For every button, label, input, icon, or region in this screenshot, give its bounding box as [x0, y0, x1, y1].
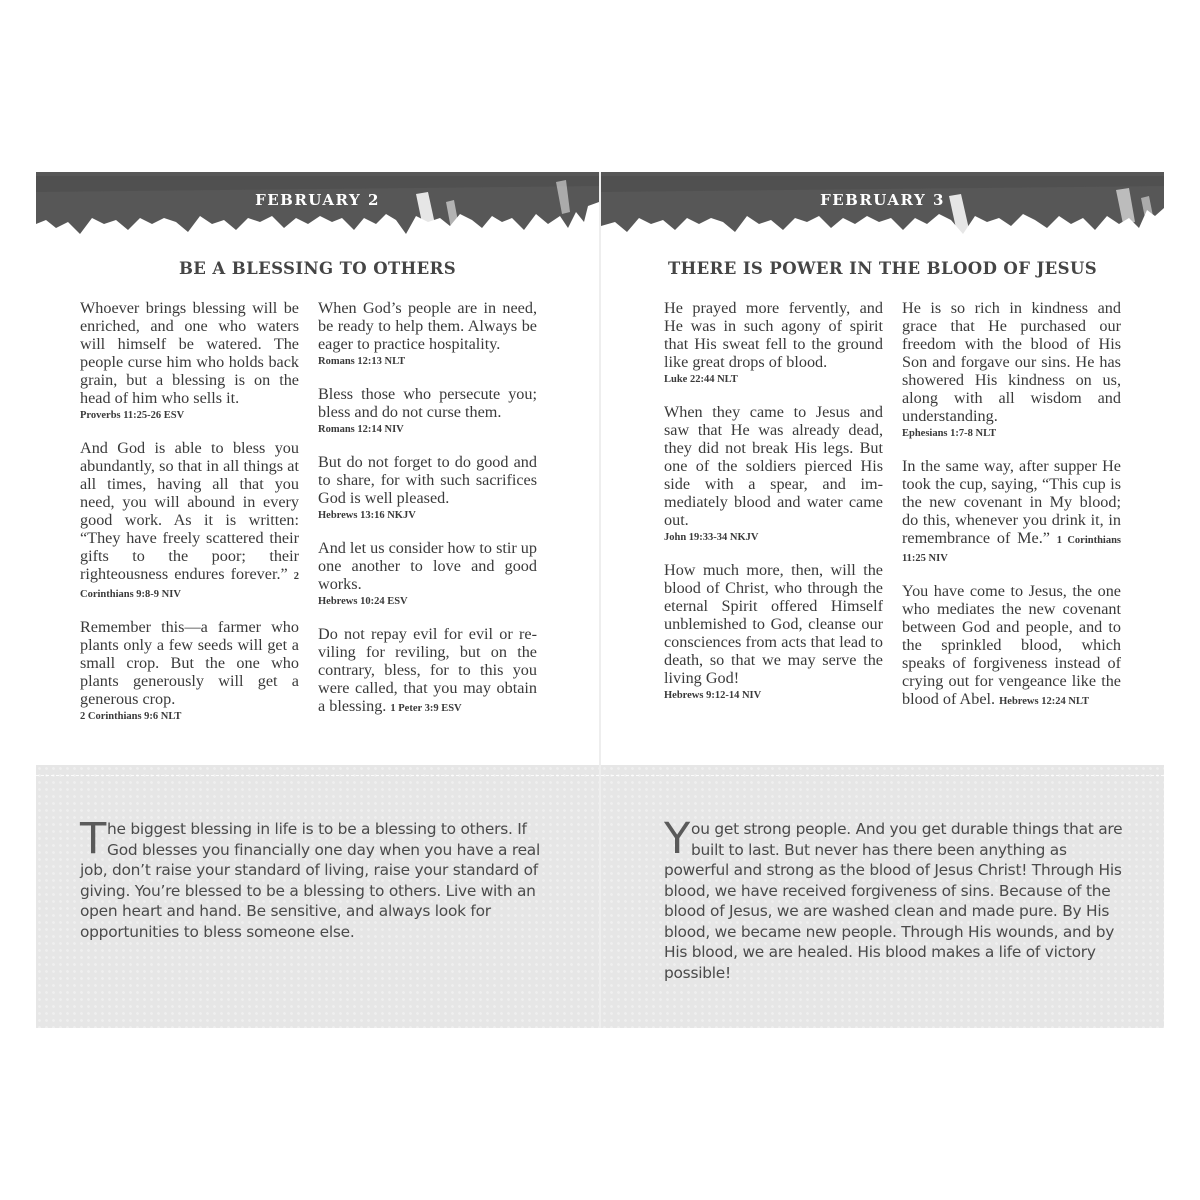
verse-text: Remember this—a farmer who plants only a few seeds will get a small crop. But the one who plants generously will get a generous crop.: [80, 618, 299, 708]
date-banner: [601, 172, 1164, 244]
verse-column-2: [902, 299, 1121, 725]
verse-entry: [318, 453, 537, 522]
stitch-divider: [601, 775, 1164, 776]
verse-column-2: [318, 299, 537, 732]
drop-cap: T: [80, 814, 107, 864]
verse-entry: [80, 299, 299, 422]
verse-entry: [318, 299, 537, 368]
verse-entry: [318, 625, 537, 715]
verse-reference: Luke 22:44 NLT: [664, 374, 738, 385]
verse-text: He is so rich in kindness and grace that He purchased our freedom with the blood of His Son and forgave our sins. He has showered His kindness on us, along with all wisdom and understanding.: [902, 299, 1121, 425]
devotional-text: ou get strong people. And you get durable things that are built to last. But never has there been anything as powerful and strong as the blood of Jesus Christ! Through His blood, we have received forgiveness of sins. Because of the blood of Jesus, we are washed clean and made pure. By His blood, we became new people. Through His wounds, and by His blood, we are healed. His blood makes a life of victory possible!: [664, 820, 1123, 982]
verse-reference: 2 Corinthians 9:8-9 NIV: [80, 571, 300, 600]
left-page: [36, 172, 599, 1028]
verse-reference: John 19:33-34 NKJV: [664, 532, 759, 543]
verse-entry: [80, 439, 299, 601]
verse-text: And let us consider how to stir up one another to love and good works.: [318, 539, 537, 593]
devotional-text-block: [664, 814, 1124, 983]
drop-cap: Y: [664, 814, 691, 864]
verse-entry: [318, 385, 537, 436]
book-spread: [36, 172, 1164, 1028]
verse-text: He prayed more fervently, and He was in such agony of spirit that His sweat fell to the ground like great drops of blood.: [664, 299, 883, 371]
page-title: THERE IS POWER IN THE BLOOD OF JESUS: [667, 259, 1098, 278]
page-title: BE A BLESSING TO OTHERS: [178, 259, 457, 278]
verse-reference: Romans 12:14 NIV: [318, 424, 404, 435]
verse-text: Do not repay evil for evil or reviling for reviling, but on the contrary, bless, for to this you were called, that you may obtain a blessing.: [318, 625, 537, 715]
verse-entry: [664, 299, 883, 386]
verse-entry: [664, 561, 883, 702]
verse-text: How much more, then, will the blood of Christ, who through the eternal Spirit offered Himself unblemished to God, cleanse our consciences from acts that lead to death, so that we may serve the living God!: [664, 561, 883, 687]
verse-column-1: [80, 299, 299, 740]
verse-entry: [80, 618, 299, 723]
verse-reference: Ephesians 1:7-8 NLT: [902, 428, 997, 439]
stitch-divider: [36, 775, 599, 776]
verse-reference: Hebrews 10:24 ESV: [318, 596, 408, 607]
verse-text: When God’s people are in need, be ready to help them. Always be eager to practice hospitality.: [318, 299, 537, 353]
verse-entry: [902, 457, 1121, 565]
verse-text: You have come to Jesus, the one who mediates the new covenant between God and people, and to the sprinkled blood, which speaks of forgiveness instead of crying out for vengeance like the blood of Abel.: [902, 582, 1121, 708]
devotional-text: he biggest blessing in life is to be a blessing to others. If God blesses you financially one day when you have a real job, don’t raise your standard of living, raise your standard of giving. You’re blessed to be a blessing to others. Live with an open heart and hand. Be sensitive, and always look for opportunities to bless someone else.: [80, 820, 540, 941]
devotional-panel: [601, 765, 1164, 1028]
verse-text: When they came to Jesus and saw that He was already dead, they did not break His legs. But one of the soldiers pierced His side with a spear, and immediately blood and water came out.: [664, 403, 883, 529]
verse-text: But do not forget to do good and to share, for with such sacrifices God is well pleased.: [318, 453, 537, 507]
verse-reference: Hebrews 9:12-14 NIV: [664, 690, 762, 701]
verse-entry: [902, 299, 1121, 440]
right-page: [601, 172, 1164, 1028]
verse-reference: 1 Corinthians 11:25 NIV: [902, 535, 1122, 564]
date-label: FEBRUARY 2: [255, 191, 380, 209]
verse-reference: Hebrews 12:24 NLT: [999, 696, 1089, 707]
date-banner: [36, 172, 599, 244]
verse-text: And God is able to bless you abundantly, so that in all things at all times, having all that you need, you will abound in every good work. As it is written: “They have freely scattered their gifts to the poor; their righteousness endures forever.”: [80, 439, 299, 583]
verse-reference: Proverbs 11:25-26 ESV: [80, 410, 185, 421]
devotional-panel: [36, 765, 599, 1028]
devotional-text-block: [80, 814, 556, 942]
verse-reference: Hebrews 13:16 NKJV: [318, 510, 416, 521]
verse-reference: 1 Peter 3:9 ESV: [390, 703, 462, 714]
date-label: FEBRUARY 3: [820, 191, 945, 209]
verse-reference: 2 Corinthians 9:6 NLT: [80, 711, 182, 722]
verse-entry: [902, 582, 1121, 708]
verse-reference: Romans 12:13 NLT: [318, 356, 406, 367]
verse-entry: [318, 539, 537, 608]
verse-column-1: [664, 299, 883, 719]
verse-entry: [664, 403, 883, 544]
verse-text: In the same way, after supper He took the cup, saying, “This cup is the new covenant in My blood; do this, whenever you drink it, in remembrance of Me.”: [902, 457, 1121, 547]
verse-text: Whoever brings blessing will be enriched, and one who waters will himself be watered. The people curse him who holds back grain, but a blessing is on the head of him who sells it.: [80, 299, 299, 407]
verse-text: Bless those who persecute you; bless and do not curse them.: [318, 385, 537, 421]
